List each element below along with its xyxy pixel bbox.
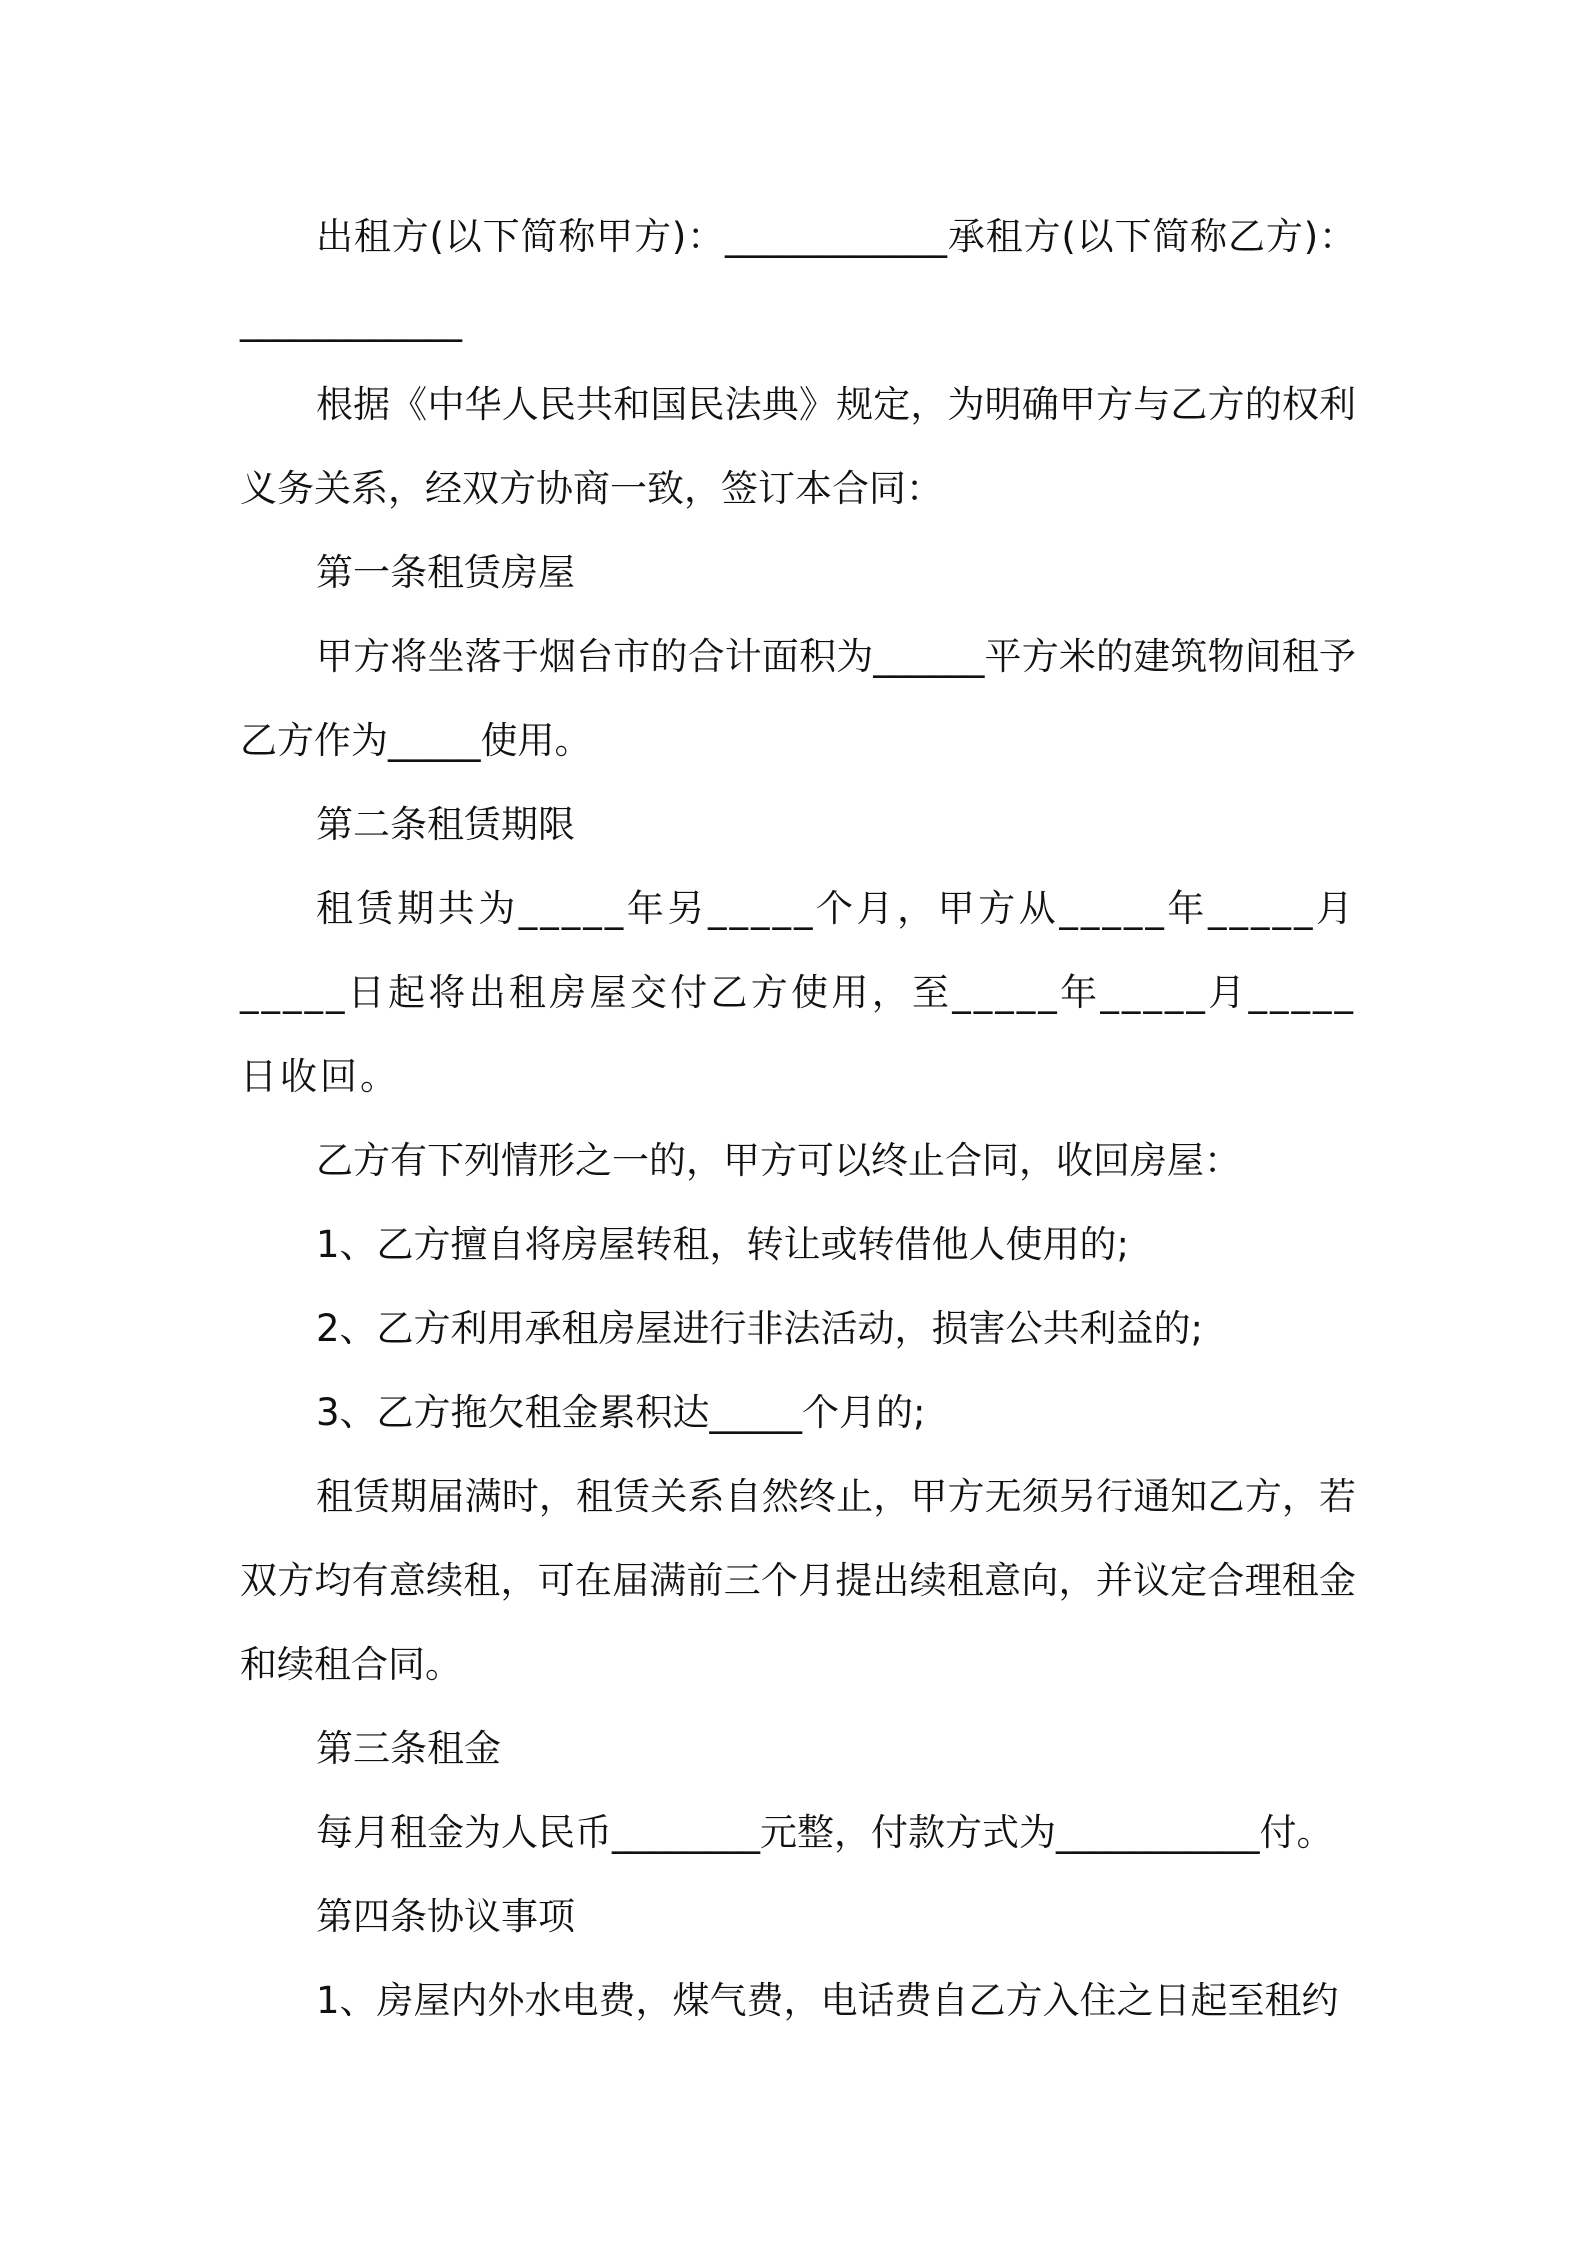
parties-paragraph: 出租方(以下简称甲方)：____________承租方(以下简称乙方)：____________ <box>240 215 1356 342</box>
termination-intro: 乙方有下列情形之一的，甲方可以终止合同，收回房屋： <box>316 1139 1241 1182</box>
termination-item-3: 3、乙方拖欠租金累积达_____个月的; <box>316 1391 926 1434</box>
article-3-body: 每月租金为人民币________元整，付款方式为___________付。 <box>316 1811 1334 1854</box>
article-4-item-1: 1、房屋内外水电费，煤气费，电话费自乙方入住之日起至租约 <box>316 1979 1339 2022</box>
article-1-title: 第一条租赁房屋 <box>316 551 575 594</box>
termination-item-1: 1、乙方擅自将房屋转租，转让或转借他人使用的; <box>316 1223 1130 1266</box>
contract-body <box>240 195 1356 2043</box>
article-3-title: 第三条租金 <box>316 1727 501 1770</box>
termination-item-2: 2、乙方利用承租房屋进行非法活动，损害公共利益的; <box>316 1307 1204 1350</box>
article-4-title: 第四条协议事项 <box>316 1895 575 1938</box>
article-1-body: 甲方将坐落于烟台市的合计面积为______平方米的建筑物间租予乙方作为_____使用。 <box>240 635 1356 762</box>
intro-paragraph: 根据《中华人民共和国民法典》规定，为明确甲方与乙方的权利义务关系，经双方协商一致，签订本合同： <box>240 383 1356 510</box>
article-2-title: 第二条租赁期限 <box>316 803 575 846</box>
article-2-body: 租赁期共为_____年另_____个月，甲方从_____年_____月_____日起将出租房屋交付乙方使用，至_____年_____月_____日收回。 <box>240 887 1356 1098</box>
renewal-paragraph: 租赁期届满时，租赁关系自然终止，甲方无须另行通知乙方，若双方均有意续租，可在届满前三个月提出续租意向，并议定合理租金和续租合同。 <box>240 1475 1356 1686</box>
